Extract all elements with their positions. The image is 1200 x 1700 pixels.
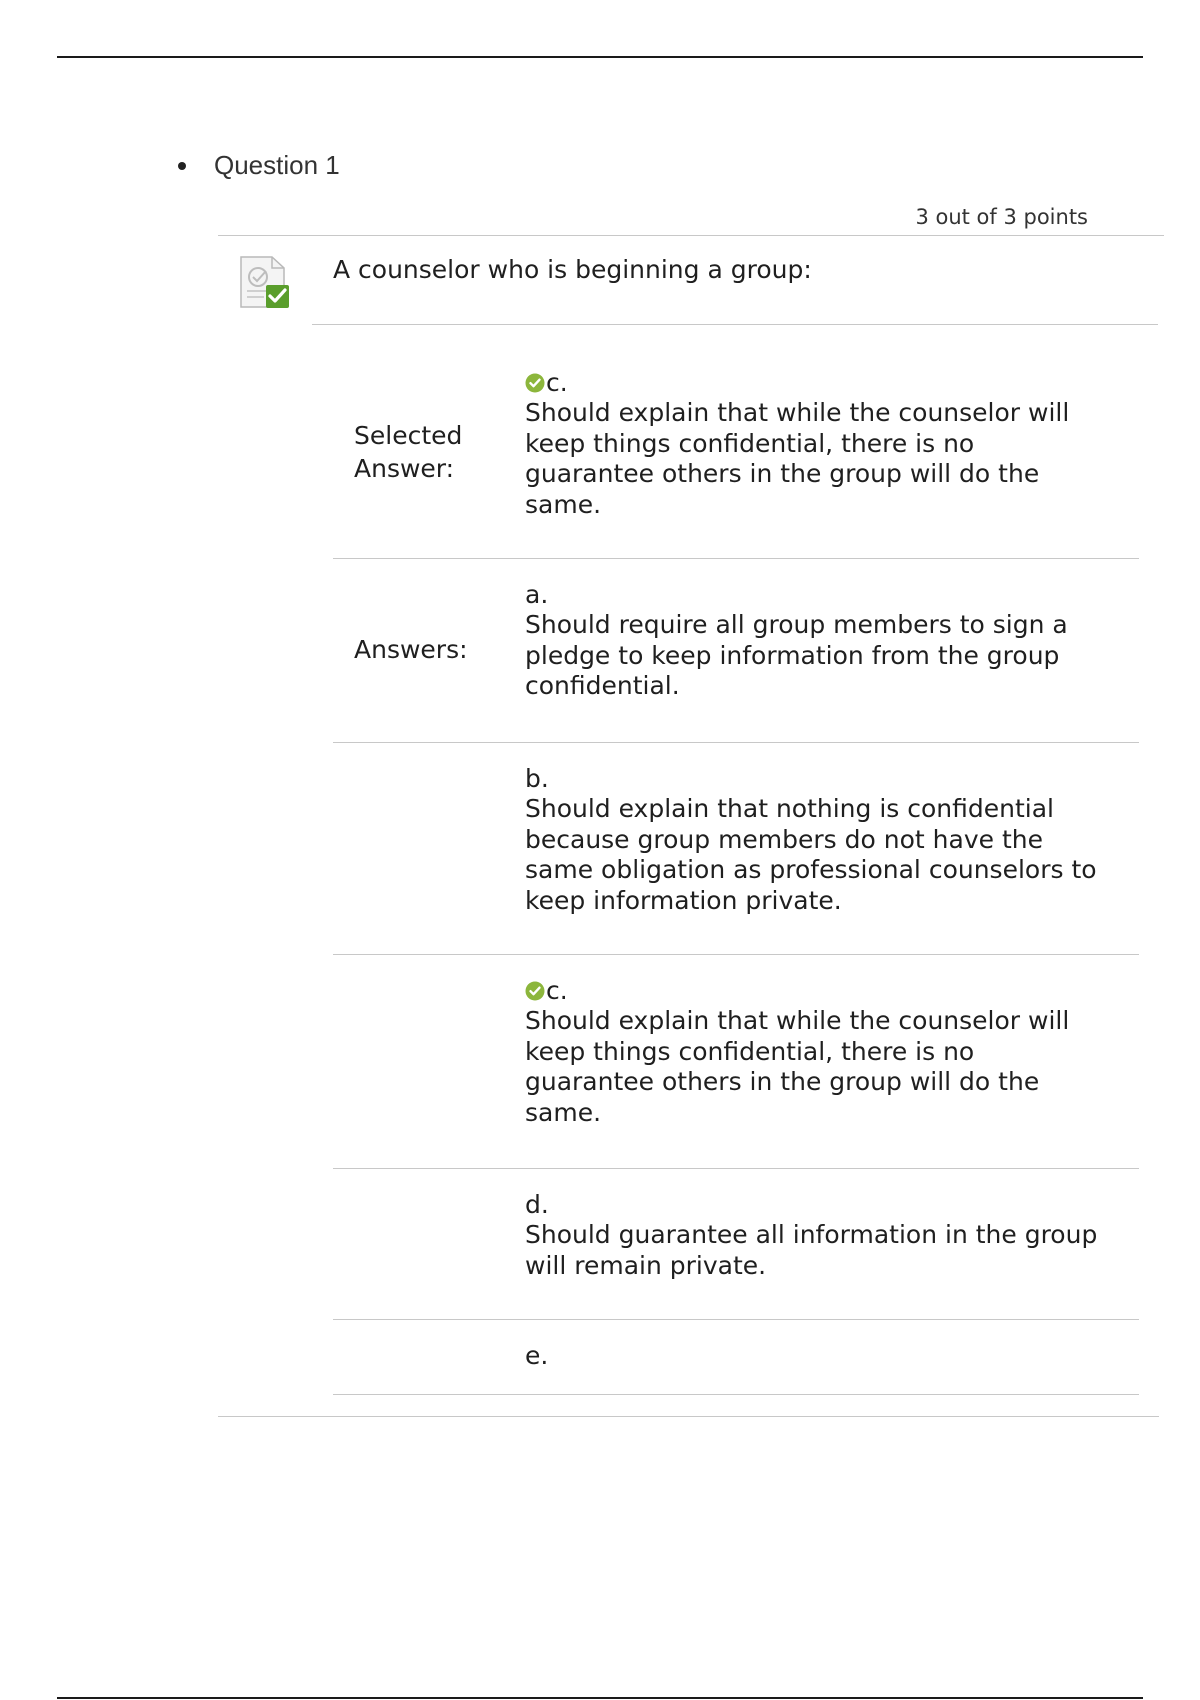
answer-letter: c. (546, 367, 568, 397)
answer-option-c (525, 976, 1105, 1128)
check-circle-icon (525, 981, 545, 1001)
bullet (178, 162, 186, 170)
question-correct-icon (238, 253, 292, 311)
selected-answer-letter-row (525, 368, 1105, 398)
answer-option-b (525, 764, 1105, 916)
answer-option-d (525, 1190, 1105, 1281)
question-text: A counselor who is beginning a group: (333, 255, 812, 284)
question-points: 3 out of 3 points (915, 205, 1088, 229)
selected-label-line1: Selected (354, 421, 463, 450)
divider (312, 324, 1158, 325)
question-heading (178, 150, 340, 181)
answer-text: Should explain that while the counselor will keep things confidential, there is no guarantee others in the group will do the same. (525, 1006, 1070, 1127)
selected-label-line2: Answer: (354, 454, 455, 483)
check-circle-icon (525, 373, 545, 393)
page-top-rule (57, 56, 1143, 58)
answer-letter: c. (546, 975, 568, 1005)
divider (333, 1319, 1139, 1320)
question-bottom-divider (218, 1416, 1159, 1417)
answer-text: Should explain that while the counselor will keep things confidential, there is no guarantee others in the group will do the same. (525, 398, 1070, 519)
answer-option-e (525, 1341, 1105, 1371)
question-title: Question 1 (214, 150, 340, 180)
answer-letter-row (525, 976, 1105, 1006)
answer-text: Should guarantee all information in the group will remain private. (525, 1220, 1098, 1280)
divider (333, 742, 1139, 743)
divider (333, 1168, 1139, 1169)
selected-answer-label (354, 419, 462, 485)
divider (333, 954, 1139, 955)
divider (333, 558, 1139, 559)
page-bottom-rule (57, 1697, 1143, 1699)
answer-text: Should explain that nothing is confidential because group members do not have the same obligation as professional counselors to keep information private. (525, 794, 1097, 915)
answer-letter: a. (525, 579, 549, 609)
divider (333, 1394, 1139, 1395)
answer-option-a (525, 580, 1105, 702)
selected-answer (525, 368, 1105, 520)
answer-letter: b. (525, 763, 549, 793)
answers-label: Answers: (354, 635, 468, 664)
answer-text: Should require all group members to sign a pledge to keep information from the group confidential. (525, 610, 1068, 700)
divider (218, 235, 1164, 236)
answer-letter: e. (525, 1340, 549, 1370)
answer-letter: d. (525, 1189, 549, 1219)
